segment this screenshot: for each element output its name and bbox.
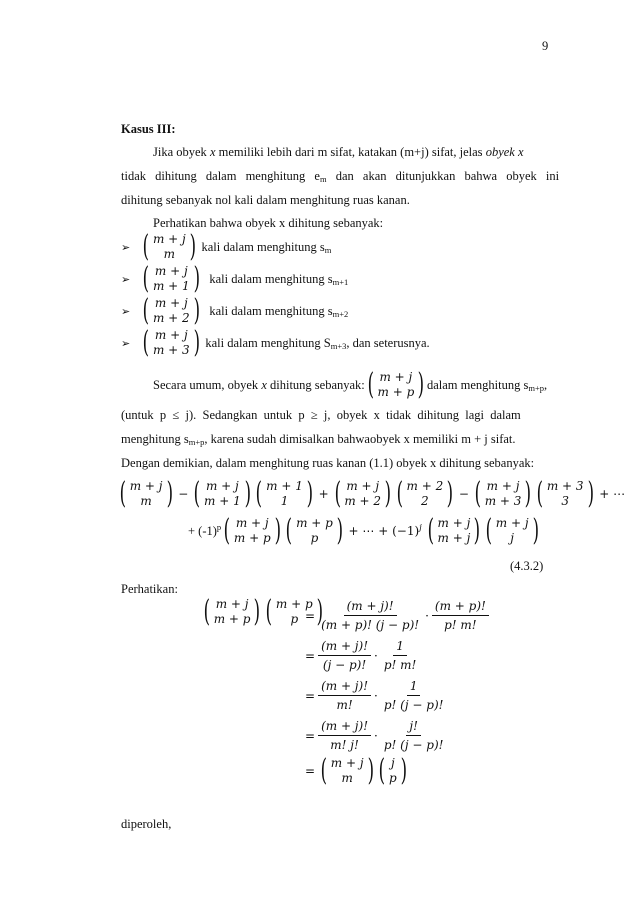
arrow-bullet-icon: ➢	[121, 304, 131, 318]
binomial: ( m + j m + p )	[223, 513, 281, 548]
closing-text: diperoleh,	[121, 817, 172, 831]
para1-text: Jika obyek x memiliki lebih dari m sifat, katakan (m+j) sifat, jelas obyek x	[153, 145, 524, 159]
derivation-line-5: = ( m + j m ) ( j p )	[302, 756, 409, 786]
fraction: $\frac{1}{p! m!}$	[383, 639, 417, 672]
fraction: $\frac{1}{p! (j - p)!}$	[383, 679, 444, 712]
para3-line4: Dengan demikian, dalam menghitung ruas kanan (1.1) obyek x dihitung sebanyak:	[121, 456, 535, 470]
perhatikan-label: Perhatikan:	[121, 582, 178, 596]
derivation-line-3: = $\frac{(m + j)!}{m!}$ · $\frac{1}{p! (j - p)!}$	[302, 678, 446, 713]
page-number: 9	[542, 39, 549, 53]
para1-line2: tidak dihitung dalam menghitung $e_m$ dan akan ditunjukkan bahwa obyek ini	[121, 169, 560, 184]
para1-line1	[153, 146, 556, 159]
binomial: ( m + j m + p )	[367, 367, 425, 402]
fraction: $\frac{j!}{p! (j - p)!}$	[383, 719, 444, 752]
binomial: ( m + j m + j )	[427, 513, 481, 548]
binomial: ( j p )	[378, 753, 407, 788]
binomial: ( m + j m )	[119, 476, 173, 511]
derivation-line-4: = $\frac{(m + j)!}{m! j!}$ · $\frac{j!}{p! (j - p)!}$	[302, 718, 446, 753]
binomial: ( m + p p )	[285, 513, 343, 548]
arrow-bullet-icon: ➢	[121, 240, 131, 254]
arrow-bullet-icon: ➢	[121, 272, 131, 286]
fraction: $\frac{(m + p)!}{p! m!}$	[432, 598, 489, 633]
binomial: ( m + j m + 3 )	[142, 325, 200, 360]
bullet-item: ➢ ( m + j m + 2 ) kali dalam menghitung $s_{m+2}$	[121, 293, 349, 328]
binomial: ( m + j m + 2 )	[142, 293, 200, 328]
binomial: ( m + j m + p )	[203, 594, 261, 629]
bullet-item: ➢ ( m + j m + 1 ) kali dalam menghitung $s_{m+1}$	[121, 261, 349, 296]
bullet-item: ➢ ( m + j m ) kali dalam menghitung $s_m$	[121, 229, 332, 264]
binomial: ( m + j m )	[320, 753, 374, 788]
section-heading: Kasus III:	[121, 122, 176, 136]
fraction: $\frac{(m + j)!}{m!}$	[318, 678, 371, 713]
equation-line-2: + $(-1)^p$ ( m + j m + p ) ( m + p p ) + ⋯ + $(-1)^j$ ( m + j m + j ) ( m + j j )	[188, 516, 541, 546]
equation-number: (4.3.2)	[510, 559, 544, 573]
fraction: $\frac{(m + j)!}{m! j!}$	[318, 718, 371, 753]
derivation-line-1: = $\frac{(m + j)!}{(m + p)! (j - p)!}$ · $\frac{(m + p)!}{p! m!}$	[302, 598, 489, 633]
binomial: ( m + 2 2 )	[396, 476, 454, 511]
para1-line3: dihitung sebanyak nol kali dalam menghitung ruas kanan.	[121, 193, 410, 207]
binomial: ( m + j m + 2 )	[334, 476, 392, 511]
para3-line1: Secara umum, obyek x dihitung sebanyak: ( m + j m + p ) dalam menghitung $s_{m+p}$,	[153, 367, 548, 402]
bullet-item: ➢ ( m + j m + 3 ) kali dalam menghitung $S_{m+3}$, dan seterusnya.	[121, 325, 430, 360]
derivation-line-2: = $\frac{(m + j)!}{(j - p)!}$ · $\frac{1}{p! m!}$	[302, 638, 419, 673]
binomial: ( m + j m + 3 )	[474, 476, 532, 511]
binomial: ( m + 1 1 )	[256, 476, 313, 511]
binomial: ( m + j m + 1 )	[142, 261, 200, 296]
binomial: ( m + 3 3 )	[536, 476, 594, 511]
fraction: $\frac{(m + j)!}{(m + p)! (j - p)!}$	[321, 599, 420, 632]
para2: Perhatikan bahwa obyek x dihitung sebanyak:	[153, 216, 384, 230]
para3-line2: (untuk p ≤ j). Sedangkan untuk p ≥ j, obyek x tidak dihitung lagi dalam	[121, 408, 521, 422]
binomial: ( m + j m + 1 )	[193, 476, 251, 511]
binomial: ( m + j j )	[485, 513, 539, 548]
equation-line-1: ( m + j m ) − ( m + j m + 1 ) ( m + 1 1 ) + ( m + j m + 2 ) ( m + 2 2 ) − ( m + j m + 3 ) ( m + 3 3 ) + ⋯	[117, 479, 628, 509]
binomial: ( m + j m )	[142, 229, 196, 264]
binomial: ( m + p p )	[265, 594, 323, 629]
para3-line3: menghitung $s_{m+p}$, karena sudah dimisalkan bahwaobyek x memiliki m + j sifat.	[121, 432, 516, 447]
arrow-bullet-icon: ➢	[121, 336, 131, 350]
fraction: $\frac{(m + j)!}{(j - p)!}$	[318, 638, 371, 673]
